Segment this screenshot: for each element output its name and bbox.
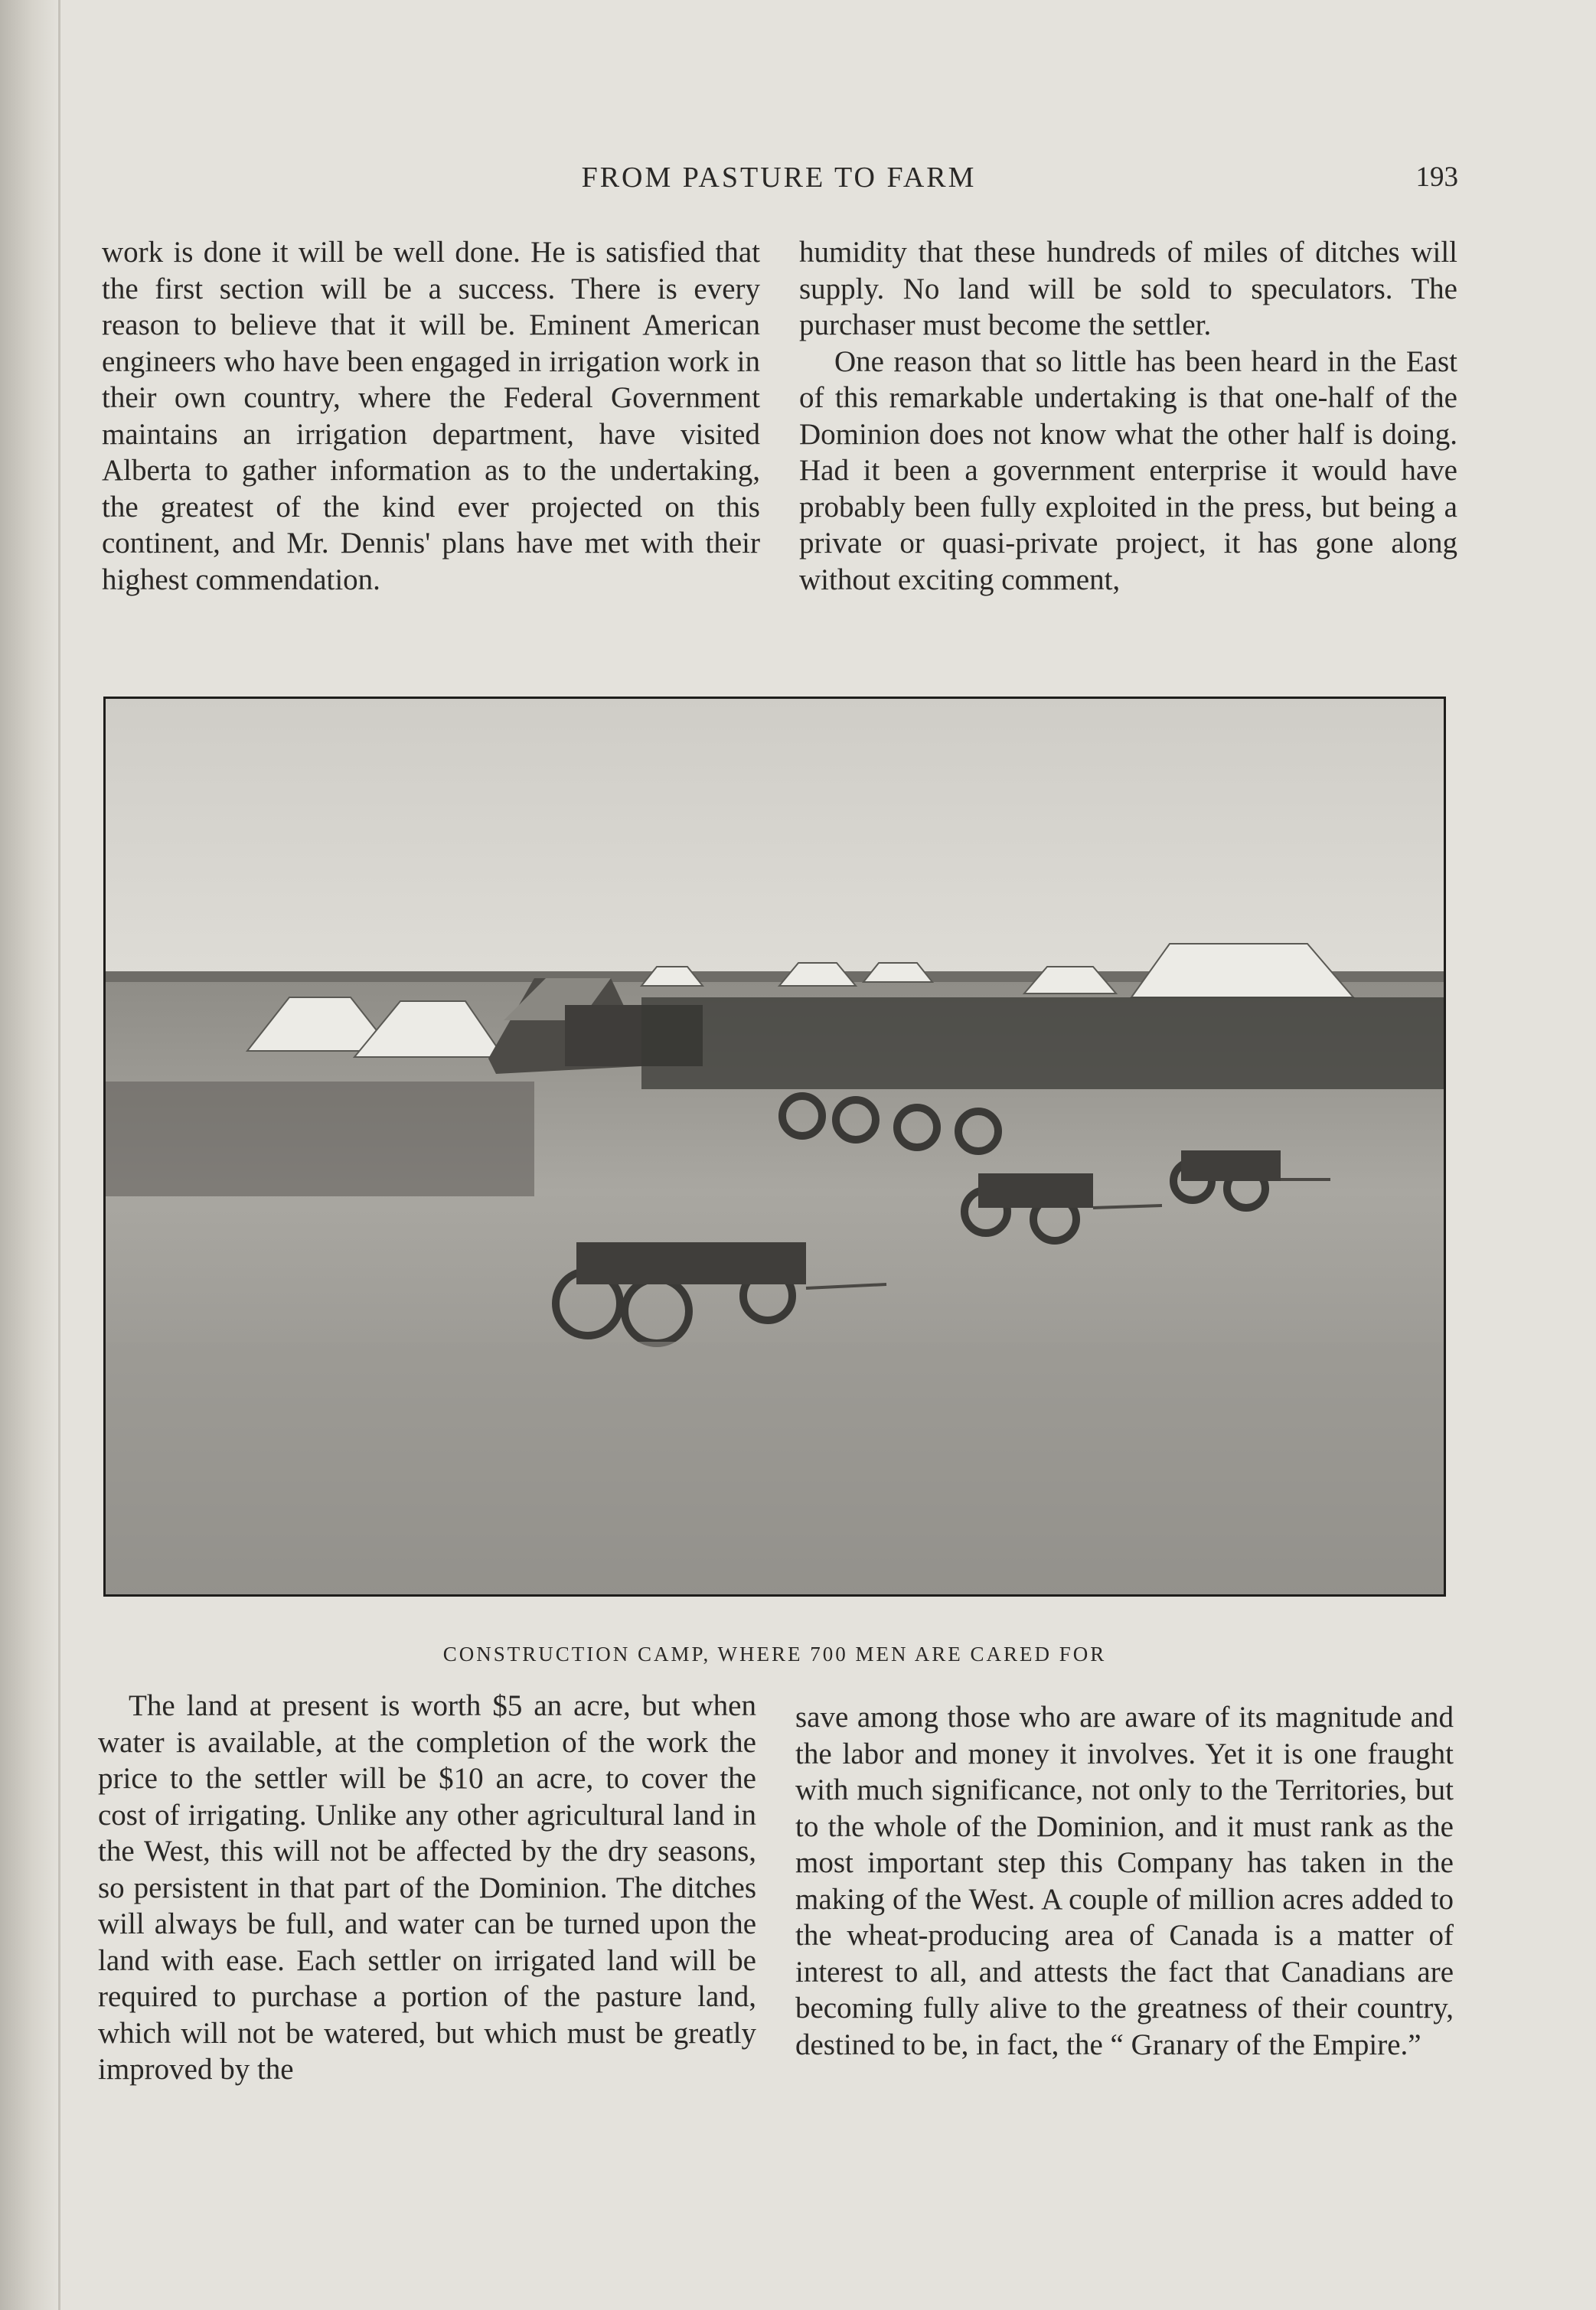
gutter-edge	[58, 0, 60, 2310]
paragraph-continued: work is done it will be well done. He is satisfied that the first section will be a success. There is every reason to believe that it will be. Eminent American engineers who have been engaged in irrigation work in their own country, where the Federal Government maintains an irrigation department, have visited Alberta to gather information as to the undertaking, the greatest of the kind ever projected on this continent, and Mr. Dennis' plans have met with their highest commendation.	[102, 236, 760, 596]
column-bottom-left	[98, 1688, 756, 2088]
column-top-right	[799, 234, 1457, 598]
photo-illustration	[106, 699, 1444, 1594]
construction-camp-photo	[103, 697, 1446, 1597]
page-number: 193	[1415, 162, 1458, 193]
paragraph: One reason that so little has been heard in the East of this remarkable undertaking is that one-half of the Dominion does not know what the other half is doing. Had it been a government enterprise it would have probably been fully exploited in the press, but being a private or quasi-private project, it has gone along without exciting comment,	[799, 344, 1457, 596]
paragraph-continued: humidity that these hundreds of miles of ditches will supply. No land will be sold to speculators. The purchaser must become the settler.	[799, 236, 1457, 341]
page-header	[100, 161, 1458, 201]
running-head: FROM PASTURE TO FARM	[581, 162, 977, 194]
paragraph: The land at present is worth $5 an acre, but when water is available, at the completion of the work the price to the settler will be $10 an acre, to cover the cost of irrigating. Unlike any other agricultural land in the West, this will not be affected by the dry seasons, so persistent in that part of the Dominion. The ditches will always be full, and water can be turned upon the land with ease. Each settler on irrigated land will be required to purchase a portion of the pasture land, which will not be watered, but which must be greatly improved by the	[98, 1689, 756, 2086]
column-bottom-right	[795, 1699, 1454, 2063]
paragraph-continued: save among those who are aware of its magnitude and the labor and money it involves. Yet it is one fraught with much significance, not only to the Territories, but to the whole of the Dominion, and it must rank as the most important step this Company has taken in the making of the West. A couple of million acres added to the wheat-producing area of Canada is a matter of interest to all, and attests the fact that Canadians are becoming fully alive to the greatness of their country, destined to be, in fact, the “ Granary of the Empire.”	[795, 1701, 1454, 2061]
column-top-left	[102, 234, 760, 598]
book-gutter	[0, 0, 60, 2310]
photo-caption: CONSTRUCTION CAMP, WHERE 700 MEN ARE CARED FOR	[442, 1643, 1107, 1666]
